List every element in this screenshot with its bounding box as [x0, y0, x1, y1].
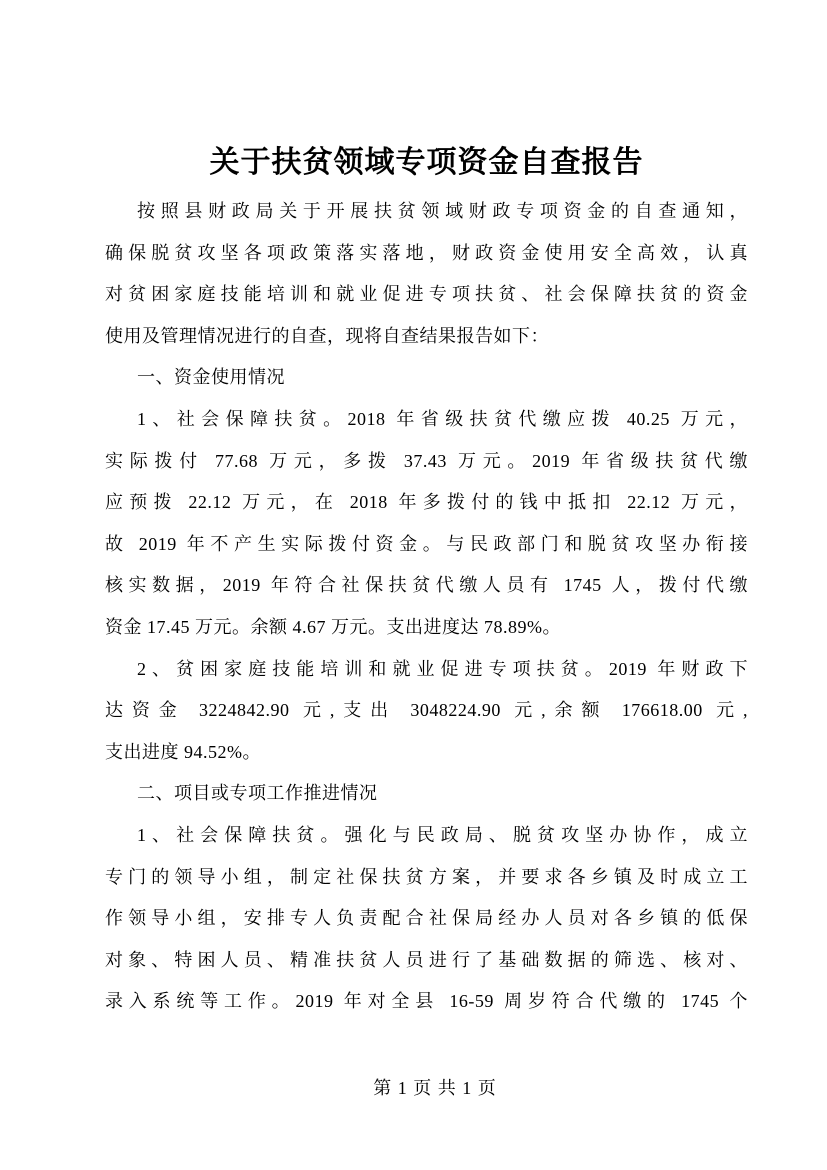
doc-line: 1、社会保障扶贫。2018 年省级扶贫代缴应拨 40.25 万元，: [137, 408, 748, 429]
doc-section-heading: 二、项目或专项工作推进情况: [137, 783, 378, 804]
document-body: [105, 191, 748, 1023]
doc-line: 确保脱贫攻坚各项政策落实落地，财政资金使用安全高效，认真: [105, 242, 748, 263]
doc-line: 支出进度 94.52%。: [105, 741, 261, 762]
doc-line: 达资金 3224842.90 元,支出 3048224.90 元,余额 176618.00 元,: [105, 700, 748, 721]
doc-line: 作领导小组，安排专人负责配合社保局经办人员对各乡镇的低保: [105, 908, 748, 929]
doc-line: 对象、特困人员、精准扶贫人员进行了基础数据的筛选、核对、: [105, 949, 748, 970]
doc-line: 1、社会保障扶贫。强化与民政局、脱贫攻坚办协作，成立: [137, 824, 748, 845]
doc-section-heading: 一、资金使用情况: [137, 367, 285, 388]
doc-line: 对贫困家庭技能培训和就业促进专项扶贫、社会保障扶贫的资金: [105, 284, 748, 305]
doc-line: 实际拨付 77.68 万元，多拨 37.43 万元。2019 年省级扶贫代缴: [105, 450, 748, 471]
doc-line: 资金 17.45 万元。余额 4.67 万元。支出进度达 78.89%。: [105, 616, 561, 637]
doc-line: 使用及管理情况进行的自查，现将自查结果报告如下：: [105, 325, 549, 346]
doc-line: 按照县财政局关于开展扶贫领域财政专项资金的自查通知，: [137, 201, 748, 221]
doc-line: 故 2019 年不产生实际拨付资金。与民政部门和脱贫攻坚办衔接: [105, 533, 748, 554]
doc-line: 录入系统等工作。2019 年对全县 16-59 周岁符合代缴的 1745 个: [105, 991, 748, 1012]
document-title: 关于扶贫领域专项资金自查报告: [209, 146, 644, 179]
doc-line: 核实数据，2019 年符合社保扶贫代缴人员有 1745 人，拨付代缴: [105, 575, 748, 596]
doc-line: 2、贫困家庭技能培训和就业促进专项扶贫。2019 年财政下: [137, 658, 748, 679]
page-number-footer: 第 1 页 共 1 页: [373, 1078, 497, 1098]
doc-line: 专门的领导小组，制定社保扶贫方案，并要求各乡镇及时成立工: [105, 866, 748, 887]
doc-line: 应预拨 22.12 万元，在 2018 年多拨付的钱中抵扣 22.12 万元，: [105, 492, 748, 513]
